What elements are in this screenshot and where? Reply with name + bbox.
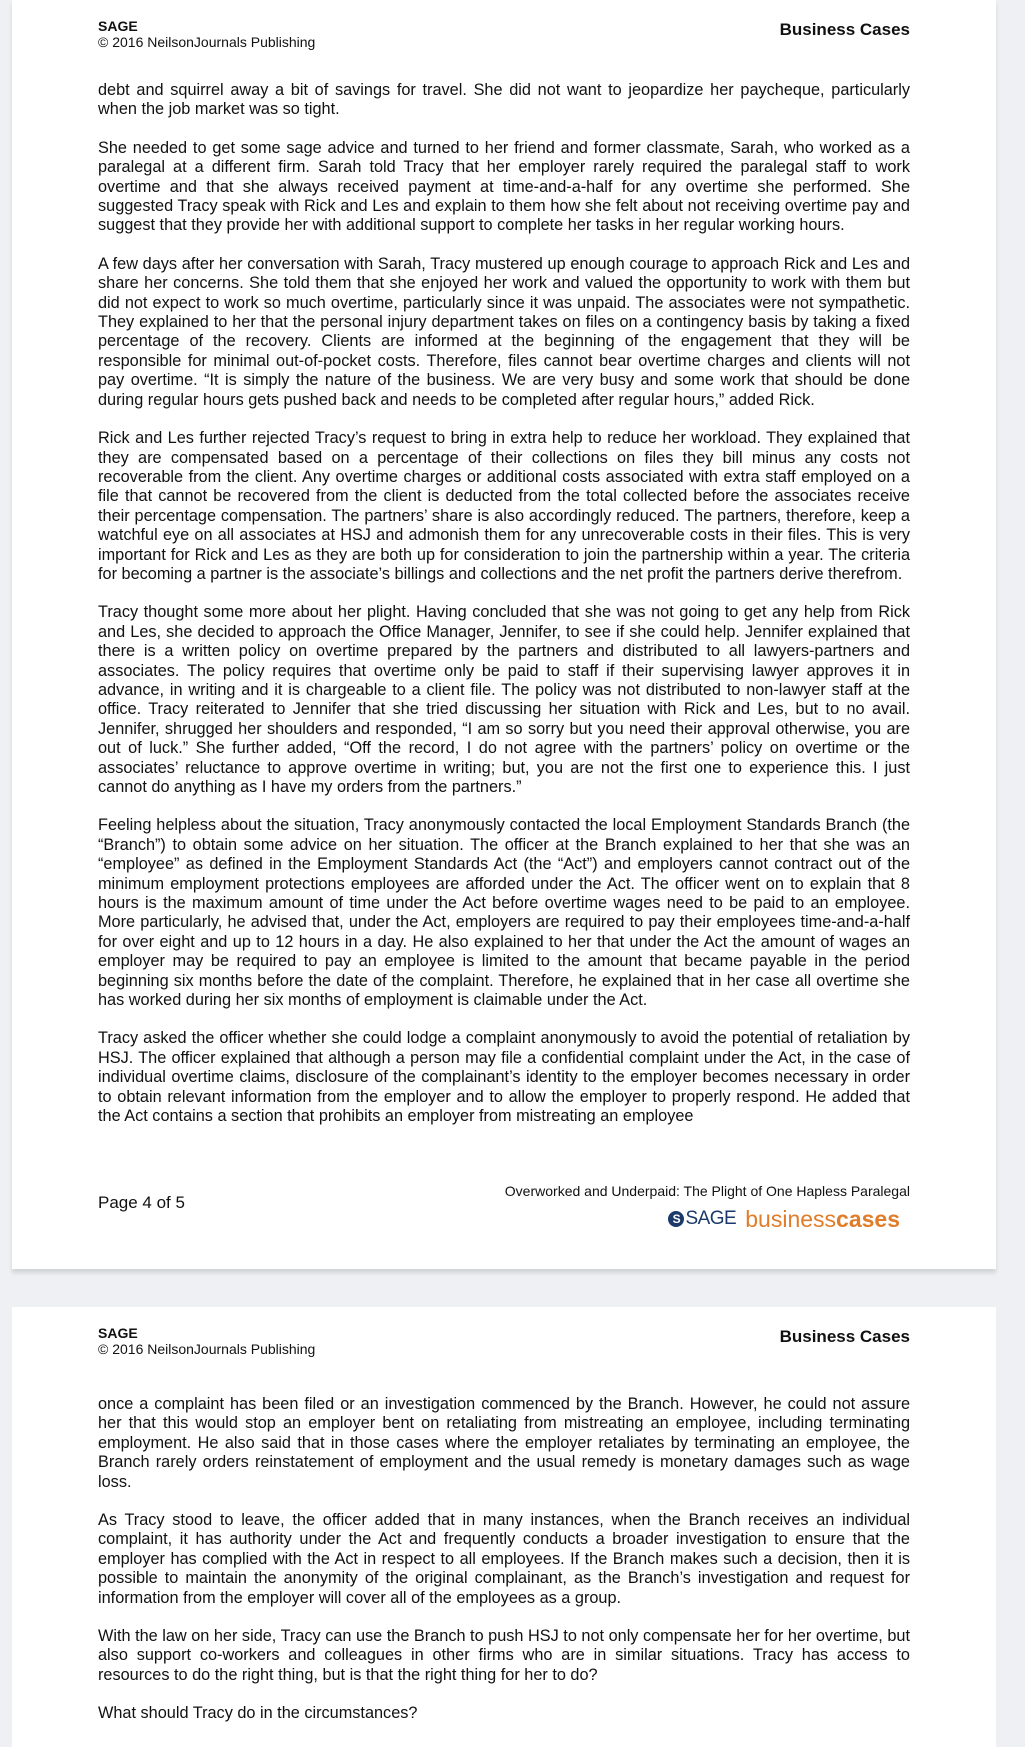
paragraph: Tracy asked the officer whether she could lodge a complaint anonymously to avoid the potential of retaliation by HSJ. The officer explained that although a person may file a confidential complaint under the Act, in the case of individual overtime claims, disclosure of the complainant’s identity to the employer becomes necessary in order to obtain relevant information from the employer and to allow the employer to properly respond. He added that the Act contains a section that prohibits an employer from mistreating an employee [98, 1029, 910, 1126]
page-header [98, 1325, 910, 1365]
page-number: Page 4 of 5 [98, 1193, 185, 1212]
sage-logo-text: SAGE [685, 1208, 737, 1229]
copyright-line: © 2016 NeilsonJournals Publishing [98, 34, 316, 50]
paragraph: What should Tracy do in the circumstances? [98, 1704, 418, 1723]
logo-cases-text: cases [836, 1205, 900, 1232]
paragraph: debt and squirrel away a bit of savings for travel. She did not want to jeopardize her paycheque, particularly when the job market was so tight. [98, 81, 910, 119]
sage-logo [668, 1208, 736, 1230]
page-body [98, 1395, 910, 1743]
page-body [98, 81, 910, 1146]
document-page-4 [12, 0, 996, 1269]
series-title: Business Cases [779, 1327, 910, 1346]
case-title: Overworked and Underpaid: The Plight of One Hapless Paralegal [504, 1183, 910, 1199]
copyright-line: © 2016 NeilsonJournals Publishing [98, 1341, 316, 1357]
sage-business-cases-logo [668, 1205, 900, 1233]
paragraph: She needed to get some sage advice and turned to her friend and former classmate, Sarah, who worked as a paralegal at a different firm. Sarah told Tracy that her employer rarely required the paralegal staff to work overtime and that she always received payment at time-and-a-half for any overtime she performed. She suggested Tracy speak with Rick and Les and explain to them how she felt about not receiving overtime pay and suggest that they provide her with additional support to complete her tasks in her regular working hours. [98, 138, 910, 235]
paragraph: Tracy thought some more about her plight. Having concluded that she was not going to get any help from Rick and Les, she decided to approach the Office Manager, Jennifer, to see if she could help. Jennifer explained that there is a written policy on overtime prepared by the partners and distributed to all lawyers-partners and associates. The policy requires that overtime only be paid to staff if their supervising lawyer approves it in advance, in writing and it is chargeable to a client file. The policy was not distributed to non-lawyer staff at the office. Tracy reiterated to Jennifer that she tried discussing her situation with Rick and Les, but to no avail. Jennifer, shrugged her shoulders and responded, “I am so sorry but you need their approval otherwise, you are out of luck.” She further added, “Off the record, I do not agree with the partners’ policy on overtime or the associates’ reluctance to approve overtime in writing; but, you are not the first one to experience this. I just cannot do anything as I have my orders from the partners.” [98, 603, 910, 796]
paragraph: Rick and Les further rejected Tracy’s request to bring in extra help to reduce her workload. They explained that they are compensated based on a percentage of their collections on files they bill minus any costs not recoverable from the client. Any overtime charges or additional costs associated with extra staff employed on a file that cannot be recovered from the client is deducted from the total collected before the associates receive their percentage compensation. The partners’ share is also accordingly reduced. The partners, therefore, keep a watchful eye on all associates at HSJ and admonish them for any unrecoverable costs in their files. This is very important for Rick and Les as they are both up for consideration to join the partnership within a year. The criteria for becoming a partner is the associate’s billings and collections and the net profit the partners derive therefrom. [98, 429, 910, 583]
paragraph: A few days after her conversation with Sarah, Tracy mustered up enough courage to approach Rick and Les and share her concerns. She told them that she enjoyed her work and valued the opportunity to work with them but did not expect to work so much overtime, particularly since it was unpaid. The associates were not sympathetic. They explained to her that the personal injury department takes on files on a contingency basis by taking a fixed percentage of the recovery. Clients are informed at the beginning of the engagement that they will be responsible for minimal out-of-pocket costs. Therefore, files cannot bear overtime charges and clients will not pay overtime. “It is simply the nature of the business. We are very busy and some work that should be done during regular hours gets pushed back and needs to be completed after regular hours,” added Rick. [98, 254, 910, 409]
paragraph: once a complaint has been filed or an investigation commenced by the Branch. However, he could not assure her that this would stop an employer bent on retaliating from mistreating an employee, including terminating employment. He also said that in those cases where the employer retaliates by terminating an employee, the Branch rarely orders reinstatement of employment and the usual remedy is monetary damages such as wage loss. [98, 1395, 910, 1491]
paragraph: Feeling helpless about the situation, Tracy anonymously contacted the local Employment Standards Branch (the “Branch”) to obtain some advice on her situation. The officer at the Branch explained to her that she was an “employee” as defined in the Employment Standards Act (the “Act”) and employers cannot contract out of the minimum employment protections employees are afforded under the Act. The officer went on to explain that 8 hours is the maximum amount of time under the Act before overtime wages need to be paid to an employee. More particularly, he advised that, under the Act, employers are required to pay their employees time-and-a-half for over eight and up to 12 hours in a day. He also explained to her that under the Act the amount of wages an employer may be required to pay an employee is limited to the amount that became payable in the period beginning six months before the date of the complaint. Therefore, he explained that in her case all overtime she has worked during her six months of employment is claimable under the Act. [98, 816, 910, 1010]
page-header [98, 18, 910, 58]
publisher-name: SAGE [98, 18, 138, 34]
sage-mark-icon: S [668, 1211, 684, 1227]
paragraph: As Tracy stood to leave, the officer added that in many instances, when the Branch receives an individual complaint, it has authority under the Act and frequently conducts a broader investigation to ensure that the employer has complied with the Act in respect to all employees. If the Branch makes such a decision, then it is possible to maintain the anonymity of the original complainant, as the Branch’s investigation and request for information from the employer will cover all of the employees as a group. [98, 1511, 910, 1607]
document-page-5 [12, 1307, 996, 1747]
series-title: Business Cases [779, 20, 910, 39]
paragraph: With the law on her side, Tracy can use the Branch to push HSJ to not only compensate her for her overtime, but also support co-workers and colleagues in other firms who are in similar situations. Tracy has access to resources to do the right thing, but is that the right thing for her to do? [98, 1627, 910, 1684]
publisher-name: SAGE [98, 1325, 138, 1341]
logo-business-text: business [745, 1205, 837, 1232]
